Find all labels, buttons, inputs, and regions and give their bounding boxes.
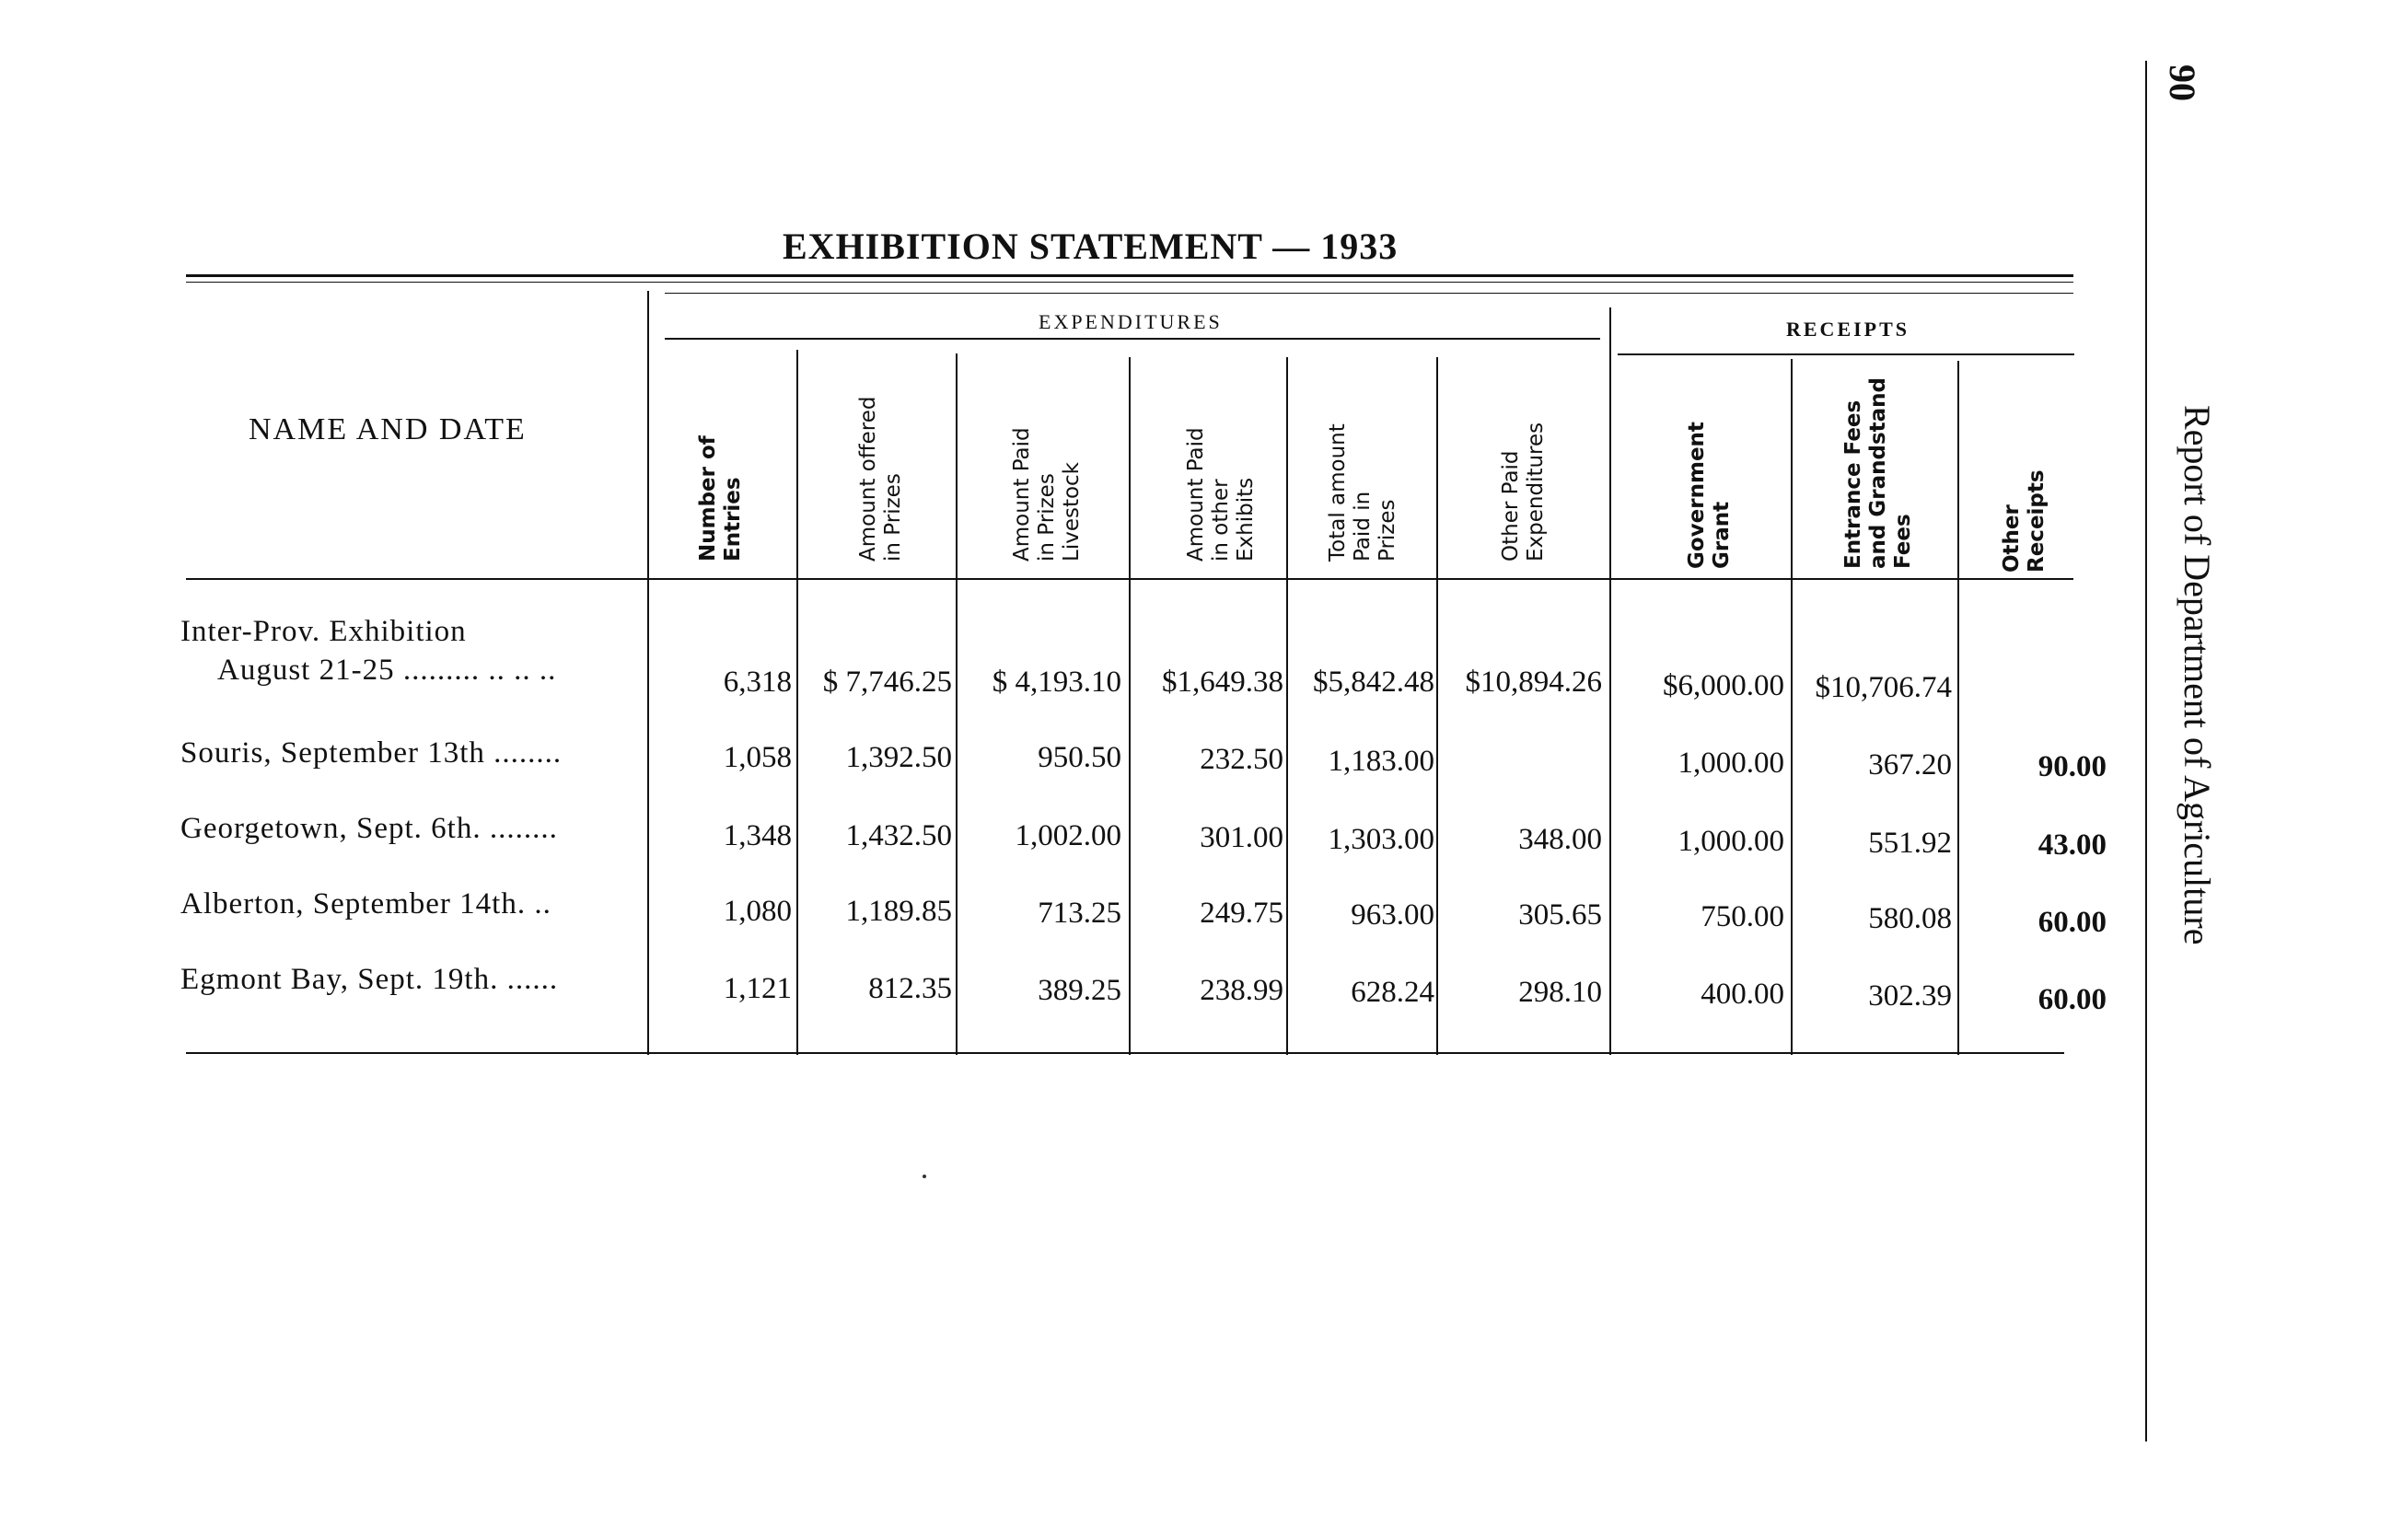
- cell-government-grant: 1,000.00: [1677, 825, 1784, 858]
- cell-total-paid: 1,183.00: [1328, 745, 1434, 778]
- column-header-other-receipts: Other Receipts: [2000, 469, 2049, 573]
- column-header-other-paid-expenditures: Other Paid Expenditures: [1499, 422, 1548, 562]
- cell-government-grant: 400.00: [1701, 978, 1784, 1011]
- cell-other-expenditures: 348.00: [1518, 823, 1602, 856]
- top-rule-thin: [186, 282, 2073, 283]
- column-header-paid-livestock: Amount Paid in Prizes Livestock: [1010, 427, 1084, 562]
- column-header-amount-offered: Amount offered in Prizes: [856, 396, 905, 562]
- page-title: EXHIBITION STATEMENT — 1933: [783, 226, 1399, 267]
- cell-paid-other: 301.00: [1200, 821, 1283, 854]
- column-header-paid-other-exhibits: Amount Paid in other Exhibits: [1184, 427, 1258, 562]
- cell-entries: 1,080: [723, 895, 792, 928]
- cell-other-receipts: 60.00: [2037, 906, 2107, 939]
- row-name: Egmont Bay, Sept. 19th. ......: [180, 963, 559, 996]
- column-divider: [956, 353, 958, 1055]
- cell-entries: 1,058: [723, 741, 792, 774]
- column-divider: [1791, 359, 1793, 1055]
- row-name: Inter-Prov. Exhibition: [180, 615, 467, 648]
- cell-government-grant: 1,000.00: [1677, 747, 1784, 780]
- column-divider: [1436, 357, 1438, 1055]
- cell-entrance-fees: 302.39: [1868, 979, 1952, 1013]
- name-and-date-header: NAME AND DATE: [249, 412, 527, 446]
- row-name: Souris, September 13th ........: [180, 736, 563, 770]
- table-bottom-rule: [186, 1052, 2064, 1054]
- expenditures-underline: [665, 338, 1600, 340]
- column-header-number-of-entries: Number of Entries: [696, 435, 745, 562]
- column-divider: [1609, 307, 1611, 1055]
- column-divider: [796, 350, 798, 1055]
- column-header-government-grant: Government Grant: [1685, 422, 1734, 569]
- group-top-rule: [665, 293, 2073, 294]
- column-divider: [1957, 361, 1959, 1055]
- running-head: Report of Department of Agriculture: [2177, 405, 2218, 945]
- cell-entries: 1,121: [723, 972, 792, 1005]
- cell-government-grant: $6,000.00: [1663, 669, 1784, 702]
- cell-government-grant: 750.00: [1701, 900, 1784, 933]
- cell-other-receipts: 43.00: [2037, 828, 2107, 862]
- column-divider: [1286, 357, 1288, 1055]
- cell-entrance-fees: 367.20: [1868, 748, 1952, 782]
- cell-other-expenditures: 305.65: [1518, 898, 1602, 932]
- cell-amount-offered: 1,432.50: [845, 819, 952, 852]
- cell-paid-livestock: 1,002.00: [1015, 819, 1121, 852]
- row-name: Alberton, September 14th. ..: [180, 887, 551, 921]
- expenditures-header: EXPENDITURES: [1039, 310, 1223, 333]
- cell-paid-other: 238.99: [1200, 974, 1283, 1007]
- cell-amount-offered: 1,189.85: [845, 895, 952, 928]
- row-name: Georgetown, Sept. 6th. ........: [180, 812, 558, 845]
- cell-amount-offered: 812.35: [868, 972, 952, 1005]
- cell-total-paid: 628.24: [1351, 976, 1434, 1009]
- receipts-header: RECEIPTS: [1786, 318, 1910, 341]
- cell-other-receipts: 90.00: [2037, 750, 2107, 783]
- margin-rule: [2145, 61, 2147, 1442]
- cell-other-expenditures: 298.10: [1518, 976, 1602, 1009]
- column-header-entrance-fees: Entrance Fees and Grandstand Fees: [1841, 377, 1915, 569]
- cell-total-paid: 1,303.00: [1328, 823, 1434, 856]
- cell-total-paid: $5,842.48: [1313, 666, 1434, 699]
- row-date-text: August 21-25 ......... .. .. ..: [217, 654, 557, 687]
- cell-entrance-fees: $10,706.74: [1815, 671, 1952, 704]
- cell-paid-other: 232.50: [1200, 743, 1283, 776]
- cell-paid-livestock: 389.25: [1038, 974, 1121, 1007]
- cell-total-paid: 963.00: [1351, 898, 1434, 932]
- ink-speck: [923, 1175, 926, 1178]
- cell-amount-offered: 1,392.50: [845, 741, 952, 774]
- cell-entries: 1,348: [723, 819, 792, 852]
- top-rule: [186, 274, 2073, 277]
- cell-paid-livestock: $ 4,193.10: [992, 666, 1121, 699]
- cell-paid-livestock: 713.25: [1038, 897, 1121, 930]
- column-header-total-paid-prizes: Total amount Paid in Prizes: [1326, 423, 1399, 562]
- cell-other-receipts: 60.00: [2037, 983, 2107, 1016]
- cell-paid-other: $1,649.38: [1162, 666, 1283, 699]
- column-divider: [647, 291, 649, 1055]
- cell-other-expenditures: $10,894.26: [1465, 666, 1602, 699]
- cell-amount-offered: $ 7,746.25: [822, 666, 952, 699]
- cell-paid-other: 249.75: [1200, 897, 1283, 930]
- row-date: [180, 654, 556, 688]
- cell-entrance-fees: 580.08: [1868, 902, 1952, 935]
- page-number: 90: [2162, 64, 2203, 101]
- cell-entrance-fees: 551.92: [1868, 827, 1952, 860]
- cell-paid-livestock: 950.50: [1038, 741, 1121, 774]
- column-divider: [1129, 357, 1131, 1055]
- cell-entries: 6,318: [723, 666, 792, 699]
